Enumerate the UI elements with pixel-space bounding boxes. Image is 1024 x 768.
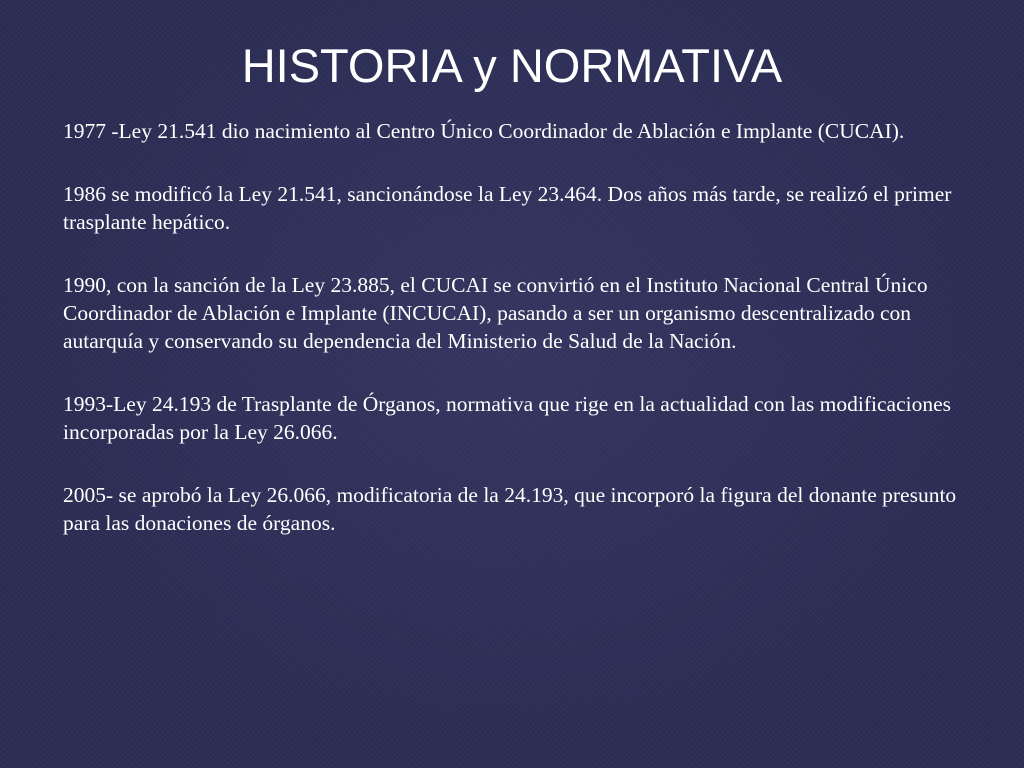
- entry-1986: 1986 se modificó la Ley 21.541, sancionándose la Ley 23.464. Dos años más tarde, se realizó el primer trasplante hepático.: [63, 182, 952, 234]
- entry-1993: 1993-Ley 24.193 de Trasplante de Órganos, normativa que rige en la actualidad con las modificaciones incorporadas por la Ley 26.066.: [63, 392, 952, 444]
- entry-2005: 2005- se aprobó la Ley 26.066, modificatoria de la 24.193, que incorporó la figura del donante presunto para las donaciones de órganos.: [63, 483, 957, 535]
- entry-1977: 1977 -Ley 21.541 dio nacimiento al Centro Único Coordinador de Ablación e Implante (CUCAI).: [63, 119, 905, 143]
- slide-title: HISTORIA y NORMATIVA: [241, 39, 783, 92]
- slide-body: [63, 117, 983, 537]
- entry-1990: 1990, con la sanción de la Ley 23.885, el CUCAI se convirtió en el Instituto Nacional Central Único Coordinador de Ablación e Implante (INCUCAI), pasando a ser un organismo descentralizado con autarquía y conservando su dependencia del Ministerio de Salud de la Nación.: [63, 273, 928, 353]
